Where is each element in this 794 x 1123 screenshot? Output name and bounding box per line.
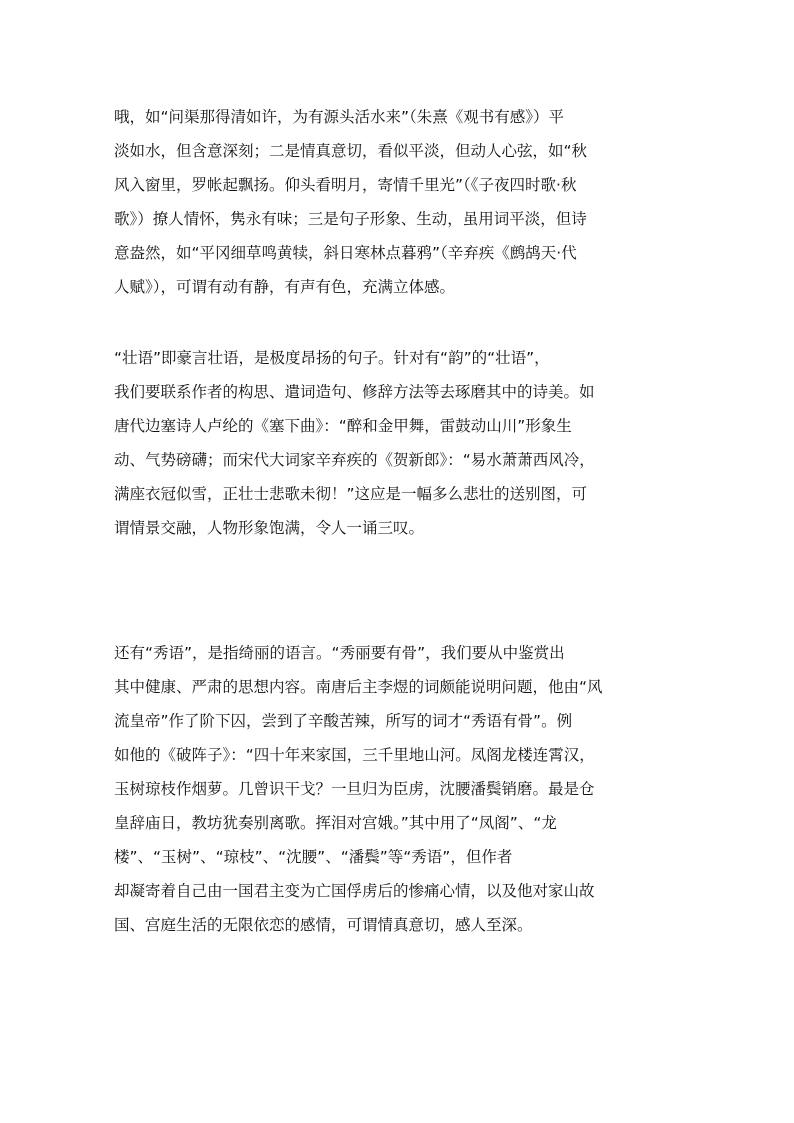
paragraph-poetic-examples xyxy=(114,100,674,304)
text-line: 哦，如“问渠那得清如许，为有源头活水来”（朱熹《观书有感》）平 xyxy=(114,108,565,126)
text-line: 皇辞庙日，教坊犹奏别离歌。挥泪对宫娥。”其中用了“凤阁”、“龙 xyxy=(114,814,557,832)
text-line: 还有“秀语”，是指绮丽的语言。“秀丽要有骨”，我们要从中鉴赏出 xyxy=(114,644,565,662)
text-line: 动、气势磅礴；而宋代大词家辛弃疾的《贺新郎》：“易水萧萧西风冷， xyxy=(114,451,595,469)
text-line: 人赋》），可谓有动有静，有声有色，充满立体感。 xyxy=(114,278,456,296)
text-line: 楼”、“玉树”、“琼枝”、“沈腰”、“潘鬓”等“秀语”，但作者 xyxy=(114,848,513,866)
paragraph-xiuyu xyxy=(114,636,674,942)
text-line: 满座衣冠似雪，正壮士悲歌未彻！”这应是一幅多么悲壮的送别图，可 xyxy=(114,485,588,503)
text-line: “壮语”即豪言壮语，是极度昂扬的句子。针对有“韵”的“壮语”， xyxy=(114,349,550,367)
text-line: 流皇帝”作了阶下囚，尝到了辛酸苦辣，所写的词才“秀语有骨”。例 xyxy=(114,712,573,730)
text-line: 风入窗里，罗帐起飘扬。仰头看明月，寄情千里光”（《子夜四时歌·秋 xyxy=(114,176,577,194)
text-line: 如他的《破阵子》：“四十年来家国，三千里地山河。凤阁龙楼连霄汉， xyxy=(114,746,595,764)
text-line: 玉树琼枝作烟萝。几曾识干戈？一旦归为臣虏，沈腰潘鬓销磨。最是仓 xyxy=(114,780,595,798)
text-line: 唐代边塞诗人卢纶的《塞下曲》：“醉和金甲舞，雷鼓动山川”形象生 xyxy=(114,417,572,435)
text-line: 我们要联系作者的构思、遣词造句、修辞方法等去琢磨其中的诗美。如 xyxy=(114,383,595,401)
text-line: 意盎然，如“平冈细草鸣黄犊，斜日寒林点暮鸦”（辛弃疾《鹧鸪天·代 xyxy=(114,244,577,262)
text-line: 其中健康、严肃的思想内容。南唐后主李煜的词颇能说明问题，他由“风 xyxy=(114,678,603,696)
text-line: 国、宫庭生活的无限依恋的感情，可谓情真意切，感人至深。 xyxy=(114,916,533,934)
text-line: 谓情景交融，人物形象饱满，令人一诵三叹。 xyxy=(114,519,425,537)
text-line: 却凝寄着自己由一国君主变为亡国俘虏后的惨痛心情，以及他对家山故 xyxy=(114,882,595,900)
text-line: 淡如水，但含意深刻；二是情真意切，看似平淡，但动人心弦，如“秋 xyxy=(114,142,588,160)
paragraph-zhuangyu xyxy=(114,341,674,545)
text-line: 歌》）撩人情怀，隽永有味；三是句子形象、生动，虽用词平淡，但诗 xyxy=(114,210,587,228)
